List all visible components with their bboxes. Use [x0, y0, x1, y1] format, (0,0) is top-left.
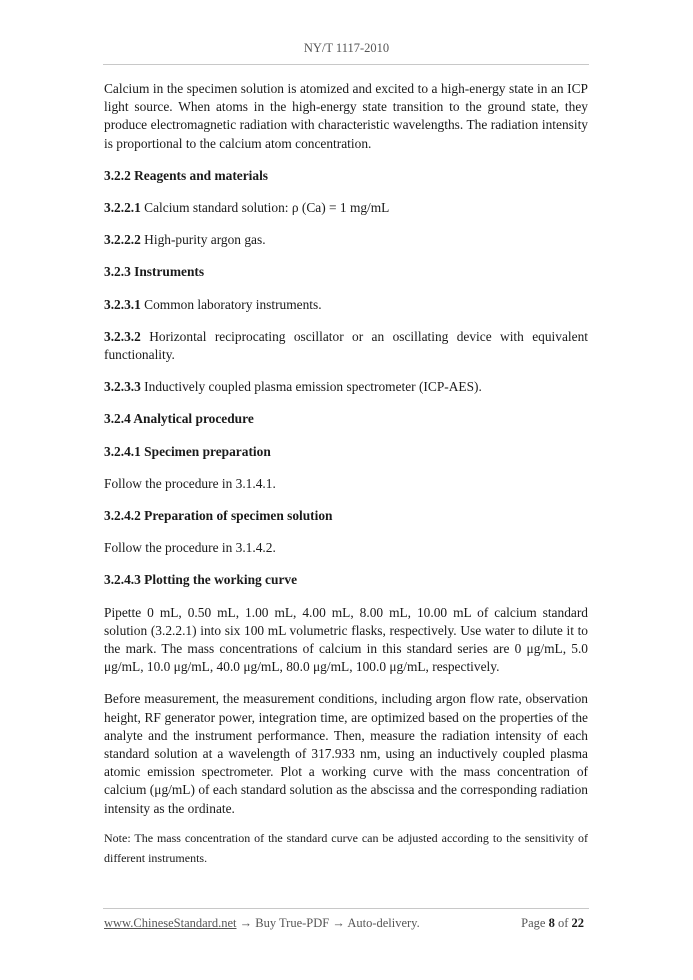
clause-3-2-3-3: [104, 378, 588, 396]
heading-3-2-4-3: 3.2.4.3 Plotting the working curve: [104, 572, 298, 588]
page-number: [521, 916, 584, 931]
buy-link[interactable]: Buy True-PDF: [255, 916, 330, 930]
intro-paragraph: Calcium in the specimen solution is atomized and excited to a high-energy state in an ICP light source. When atoms in the high-energy state transition to the ground state, they produce electromagnetic radiation with characteristic wavelengths. The radiation intensity is proportional to the calcium atom concentration.: [104, 81, 588, 151]
clause-3-2-3-1: [104, 296, 588, 314]
footer-divider: [103, 908, 589, 909]
clause-text: Horizontal reciprocating oscillator or an oscillating device with equivalent functionality.: [104, 328, 588, 363]
heading-3-2-2: 3.2.2 Reagents and materials: [104, 167, 269, 183]
clause-number: 3.2.2.2: [104, 232, 141, 248]
heading-3-2-4-2: 3.2.4.2 Preparation of specimen solution: [104, 508, 333, 524]
of-label: of: [554, 916, 572, 930]
clause-number: 3.2.3.1: [104, 296, 141, 312]
clause-3-2-3-2: [104, 328, 588, 364]
site-link[interactable]: www.ChineseStandard.net: [104, 916, 237, 930]
paragraph-3-2-4-1: Follow the procedure in 3.1.4.1.: [104, 475, 276, 491]
header-divider: [103, 64, 589, 65]
paragraph-3-2-4-2: Follow the procedure in 3.1.4.2.: [104, 540, 276, 556]
note: Note: The mass concentration of the standard curve can be adjusted according to the sensitivity of different instruments.: [104, 830, 588, 865]
clause-3-2-2-1: [104, 199, 588, 217]
clause-text: High-purity argon gas.: [140, 232, 266, 248]
page-header: NY/T 1117-2010: [303, 41, 390, 55]
arrow-icon: →: [236, 916, 256, 930]
total-pages: 22: [571, 916, 584, 930]
heading-3-2-4-1: 3.2.4.1 Specimen preparation: [104, 443, 271, 459]
page-footer: [104, 916, 588, 931]
auto-delivery-text: Auto-delivery.: [347, 916, 420, 930]
paragraph-working-curve-measure: Before measurement, the measurement conditions, including argon flow rate, observation height, RF generator power, integration time, are optimized based on the properties of the analyte and the instrument performance. Then, measure the radiation intensity of each standard solution at a wavelength of 317.933 nm, using an inductively coupled plasma atomic emission spectrometer. Plot a working curve with the mass concentration of calcium (μg/mL) of each standard solution as the abscissa and the corresponding radiation intensity as the ordinate.: [104, 691, 588, 816]
clause-number: 3.2.3.2: [104, 328, 141, 344]
clause-text: Calcium standard solution: ρ (Ca) = 1 mg/mL: [140, 200, 390, 216]
document-body: [104, 80, 588, 868]
paragraph-working-curve-pipette: Pipette 0 mL, 0.50 mL, 1.00 mL, 4.00 mL, 8.00 mL, 10.00 mL of calcium standard solution (3.2.2.1) into six 100 mL volumetric flasks, respectively. Use water to dilute it to the mark. The mass concentrations of calcium in this standard series are 0 μg/mL, 5.0 μg/mL, 10.0 μg/mL, 40.0 μg/mL, 80.0 μg/mL, 100.0 μg/mL, respectively.: [104, 604, 588, 675]
clause-text: Inductively coupled plasma emission spectrometer (ICP-AES).: [140, 379, 482, 395]
heading-3-2-4: 3.2.4 Analytical procedure: [104, 411, 254, 427]
current-page: 8: [548, 916, 555, 930]
clause-number: 3.2.2.1: [104, 200, 141, 216]
heading-3-2-3: 3.2.3 Instruments: [104, 264, 205, 280]
arrow-icon: →: [329, 916, 348, 930]
clause-text: Common laboratory instruments.: [140, 296, 322, 312]
clause-3-2-2-2: [104, 231, 588, 249]
page-label: Page: [521, 916, 549, 930]
clause-number: 3.2.3.3: [104, 379, 141, 395]
